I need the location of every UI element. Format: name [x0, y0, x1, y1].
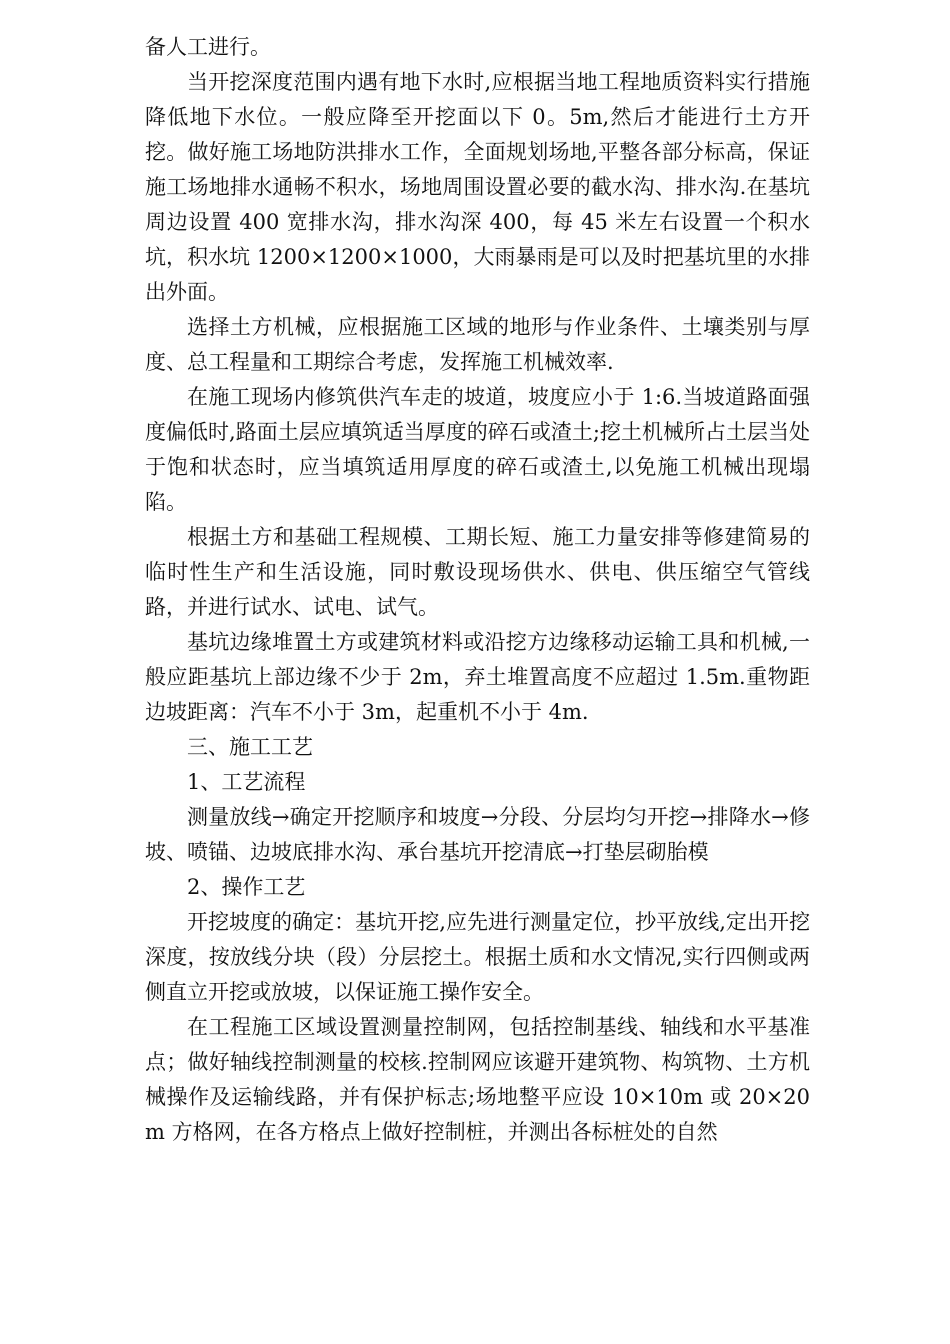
- paragraph-groundwater-drainage: 当开挖深度范围内遇有地下水时,应根据当地工程地质资料实行措施降低地下水位。一般应降至开挖面以下 0。5m,然后才能进行土方开挖。做好施工场地防洪排水工作，全面规划场地,平整各部分标高，保证施工场地排水通畅不积水，场地周围设置必要的截水沟、排水沟.在基坑周边设置 400 宽排水沟，排水沟深 400，每 45 米左右设置一个积水坑，积水坑 1200×1200×1000，大雨暴雨是可以及时把基坑里的水排出外面。: [145, 70, 810, 304]
- paragraph-continuation: 备人工进行。: [145, 35, 271, 59]
- paragraph-machinery-selection: 选择土方机械，应根据施工区域的地形与作业条件、土壤类别与厚度、总工程量和工期综合考虑，发挥施工机械效率.: [145, 315, 810, 374]
- section-heading-construction-process: 三、施工工艺: [187, 735, 313, 759]
- document-body: [145, 30, 810, 1150]
- paragraph-slope-determination: 开挖坡度的确定：基坑开挖,应先进行测量定位，抄平放线,定出开挖深度，按放线分块（段）分层挖土。根据土质和水文情况,实行四侧或两侧直立开挖或放坡，以保证施工操作安全。: [145, 910, 810, 1004]
- paragraph-ramp-construction: 在施工现场内修筑供汽车走的坡道，坡度应小于 1:6.当坡道路面强度偏低时,路面土层应填筑适当厚度的碎石或渣土;挖土机械所占土层当处于饱和状态时，应当填筑适用厚度的碎石或渣土,以免施工机械出现塌陷。: [145, 385, 810, 514]
- subsection-heading-operation-process: 2、操作工艺: [187, 875, 306, 899]
- paragraph-process-flow: 测量放线→确定开挖顺序和坡度→分段、分层均匀开挖→排降水→修坡、喷锚、边坡底排水沟、承台基坑开挖清底→打垫层砌胎模: [145, 805, 810, 864]
- subsection-heading-process-flow: 1、工艺流程: [187, 770, 306, 794]
- paragraph-edge-loading: 基坑边缘堆置土方或建筑材料或沿挖方边缘移动运输工具和机械,一般应距基坑上部边缘不少于 2m，弃土堆置高度不应超过 1.5m.重物距边坡距离：汽车不小于 3m，起重机不小于 4m.: [145, 630, 810, 724]
- paragraph-temporary-facilities: 根据土方和基础工程规模、工期长短、施工力量安排等修建简易的临时性生产和生活设施，同时敷设现场供水、供电、供压缩空气管线路，并进行试水、试电、试气。: [145, 525, 810, 619]
- paragraph-survey-control-network: 在工程施工区域设置测量控制网，包括控制基线、轴线和水平基准点；做好轴线控制测量的校核.控制网应该避开建筑物、构筑物、土方机械操作及运输线路，并有保护标志;场地整平应设 10×10m 或 20×20m 方格网，在各方格点上做好控制桩，并测出各标桩处的自然: [145, 1015, 810, 1144]
